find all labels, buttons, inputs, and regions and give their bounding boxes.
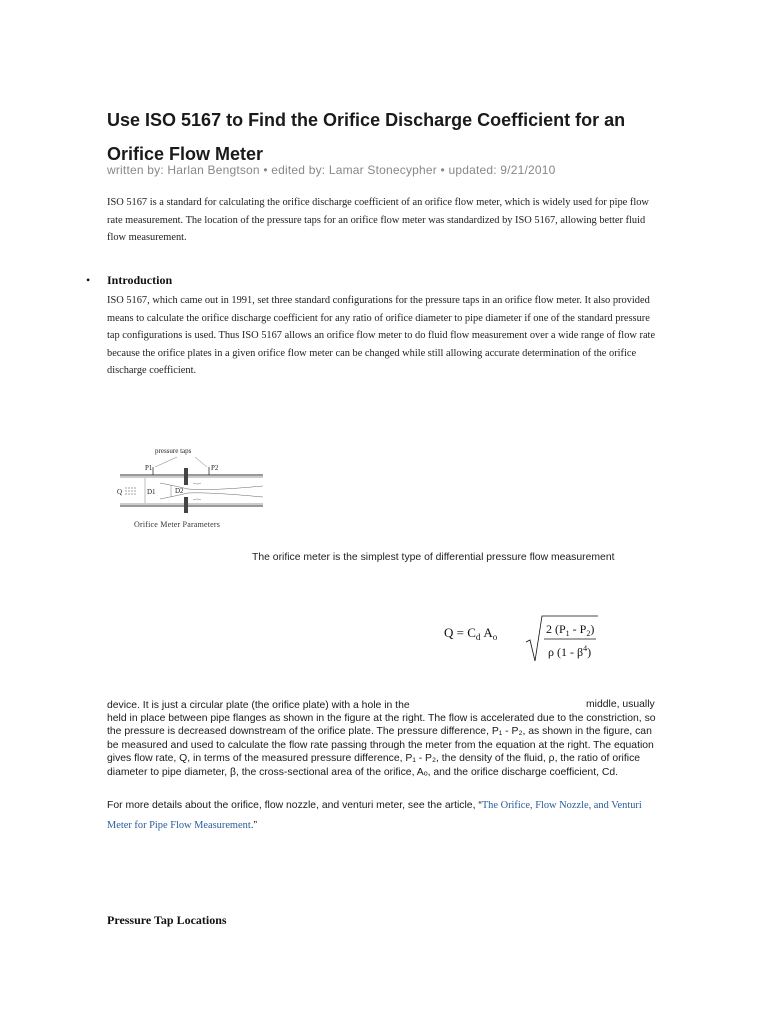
- more-details-prefix: For more details about the orifice, flow nozzle, and venturi meter, see the article, “: [107, 800, 482, 811]
- eq-num-sub2: 2: [586, 629, 591, 638]
- description-line1-right: middle, usually: [586, 699, 655, 710]
- flow-equation: [440, 612, 600, 668]
- orifice-article-link[interactable]: The Orifice, Flow Nozzle, and Venturi Meter for Pipe Flow Measurement: [107, 800, 642, 831]
- eq-num-end: ): [590, 622, 595, 636]
- d1-label: D1: [147, 488, 156, 496]
- eq-den: ρ (1 - β: [548, 645, 584, 659]
- q-label: Q: [117, 488, 123, 496]
- svg-text:2 (P1 - P2): [546, 622, 594, 638]
- bullet-marker: •: [86, 273, 91, 287]
- more-details-suffix: .”: [250, 820, 258, 831]
- introduction-heading: Introduction: [107, 273, 173, 287]
- description-paragraph: held in place between pipe flanges as shown in the figure at the right. The flow is accelerated due to the constriction, so the pressure is decreased downstream of the orifice plate. The pressure difference, P₁ - P₂, as shown in the figure, can be measured and used to calculate the flow rate passing through the meter from the equation at the right. The equation gives flow rate, Q, in terms of the measured pressure difference, P₁ - P₂, the density of the fluid, ρ, the ratio of orifice diameter to pipe diameter, β, the cross-sectional area of the orifice, Aₒ, and the orifice discharge coefficient, Cd.: [107, 713, 656, 778]
- svg-text:ρ (1 - β4): [548, 644, 591, 659]
- eq-cd-sub: d: [475, 632, 481, 642]
- article-title: Use ISO 5167 to Find the Orifice Discharge Coefficient for an Orifice Flow Meter: [107, 110, 626, 164]
- eq-lhs: Q = C: [444, 625, 476, 640]
- more-details-paragraph: [107, 796, 667, 836]
- tap-pointer-1: [155, 457, 177, 467]
- eq-ao-sub: o: [492, 632, 498, 642]
- p2-label: P2: [211, 464, 219, 472]
- eq-num: 2 (P: [546, 622, 566, 636]
- eq-a: A: [483, 625, 493, 640]
- eq-num-sub1: 1: [565, 629, 570, 638]
- eq-num-mid: - P: [569, 622, 587, 636]
- introduction-paragraph: ISO 5167, which came out in 1991, set three standard configurations for the pressure taps in an orifice flow meter. It also provided means to calculate the orifice discharge coefficient for any ratio of orifice diameter to pipe diameter if one of the standard pressure tap configurations is used. Thus ISO 5167 allows an orifice flow meter to do fluid flow measurement over a wide range of flow rate because the orifice plates in a given orifice flow meter can be changed while still allowing accurate determination of the orifice discharge coefficient.: [107, 295, 656, 376]
- orifice-plate-bottom: [184, 497, 188, 513]
- taps-label: pressure taps: [155, 447, 192, 455]
- eq-den-end: ): [587, 645, 592, 659]
- figure-caption: Orifice Meter Parameters: [134, 520, 221, 529]
- lead-paragraph: ISO 5167 is a standard for calculating the orifice discharge coefficient of an orifice flow meter, which is widely used for pipe flow rate measurement. The location of the pressure taps for an orifice flow meter was standardized by ISO 5167, allowing better fluid flow measurement.: [107, 197, 649, 243]
- svg-text:Q = CdAo: [444, 625, 498, 642]
- eddy-bottom: [193, 499, 201, 500]
- tap-pointer-2: [195, 457, 207, 467]
- description-line1-left: device. It is just a circular plate (the orifice plate) with a hole in the: [107, 700, 410, 711]
- p1-label: P1: [145, 464, 153, 472]
- orifice-plate-top: [184, 468, 188, 485]
- eddy-top: [193, 483, 201, 484]
- eq-den-exp: 4: [583, 644, 588, 653]
- meter-intro-line: The orifice meter is the simplest type of differential pressure flow measurement: [252, 552, 615, 563]
- d2-label: D2: [175, 487, 184, 495]
- article-byline: written by: Harlan Bengtson • edited by: Lamar Stonecypher • updated: 9/21/2010: [107, 163, 556, 177]
- pressure-tap-heading: Pressure Tap Locations: [107, 913, 227, 927]
